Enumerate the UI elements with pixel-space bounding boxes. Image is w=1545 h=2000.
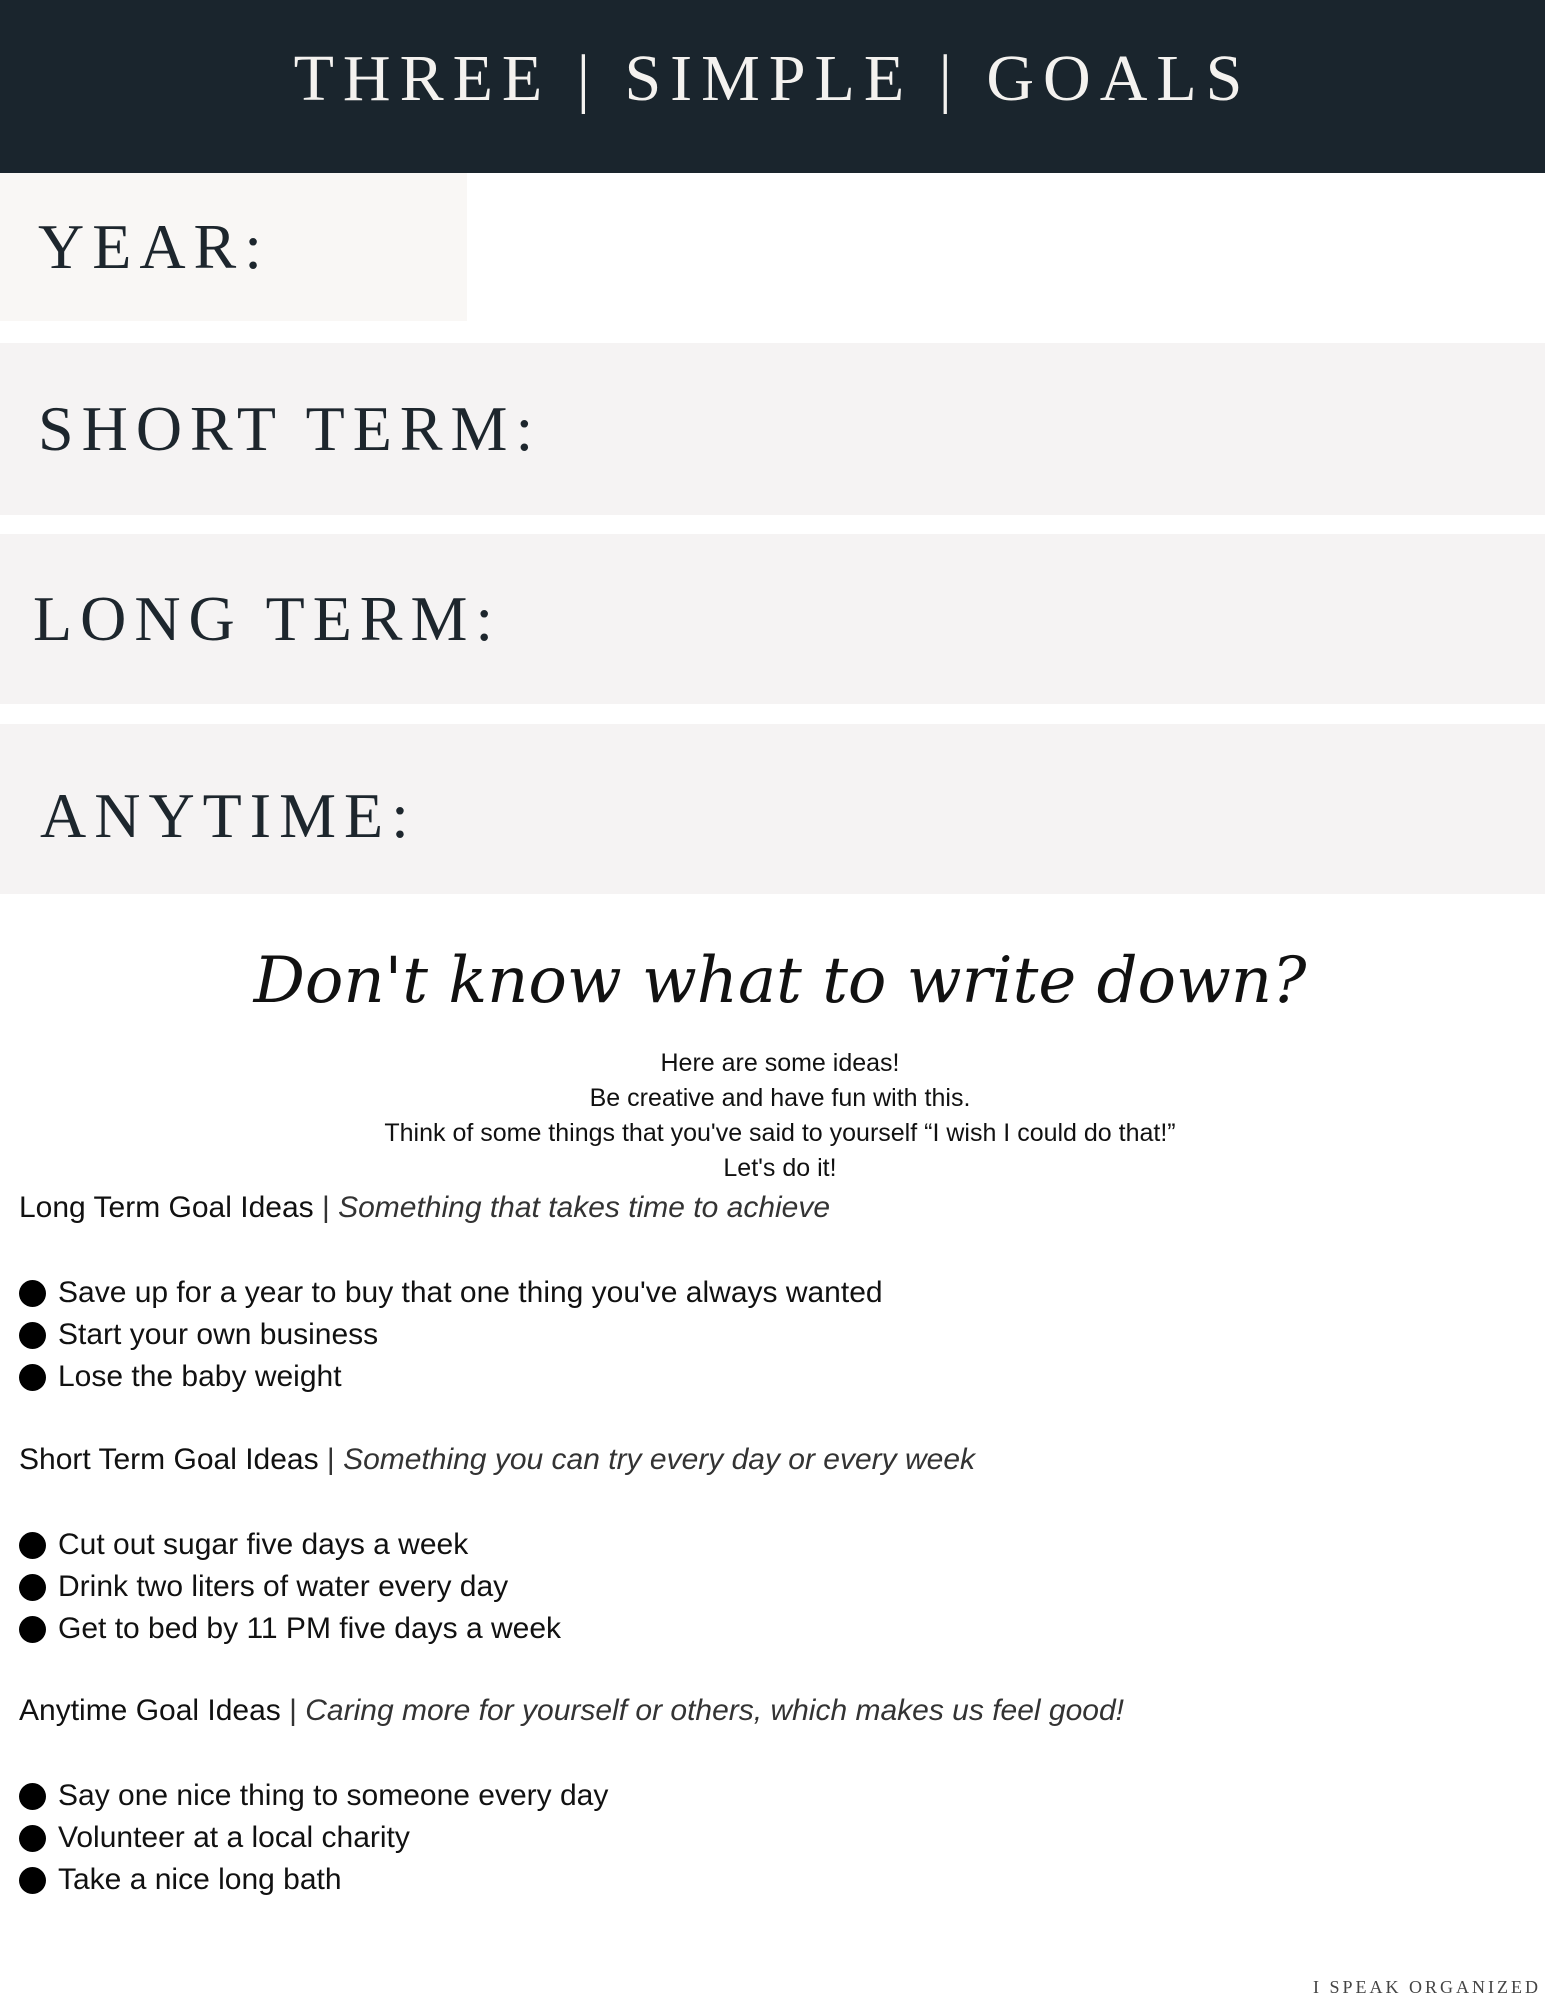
short-term-field[interactable] <box>0 343 1545 515</box>
page-header <box>0 0 1545 173</box>
section-separator: | <box>280 1694 306 1727</box>
list-item <box>19 1817 1519 1859</box>
bullet-icon <box>19 1867 46 1894</box>
list-item <box>19 1608 1519 1650</box>
list-item-text: Volunteer at a local charity <box>58 1821 410 1854</box>
section-title: Short Term Goal Ideas <box>19 1443 319 1476</box>
bullet-icon <box>19 1825 46 1852</box>
section-heading <box>19 1188 1519 1228</box>
idea-list <box>19 1775 1519 1901</box>
section-title: Long Term Goal Ideas <box>19 1191 314 1224</box>
list-item-text: Say one nice thing to someone every day <box>58 1779 609 1812</box>
intro-line: Be creative and have fun with this. <box>589 1084 971 1112</box>
section-separator: | <box>318 1443 344 1476</box>
section-description: Something that takes time to achieve <box>338 1191 831 1224</box>
intro-line: Think of some things that you've said to yourself “I wish I could do that!” <box>384 1119 1176 1147</box>
list-item-text: Lose the baby weight <box>58 1360 342 1393</box>
bullet-icon <box>19 1616 46 1643</box>
list-item-text: Start your own business <box>58 1318 379 1351</box>
section-heading <box>19 1691 1519 1731</box>
bullet-icon <box>19 1364 46 1391</box>
list-item <box>19 1272 1519 1314</box>
year-label: YEAR: <box>38 211 270 282</box>
page-title: THREE | SIMPLE | GOALS <box>293 42 1252 115</box>
list-item-text: Get to bed by 11 PM five days a week <box>58 1612 562 1645</box>
list-item-text: Drink two liters of water every day <box>58 1570 509 1603</box>
list-item <box>19 1566 1519 1608</box>
list-item <box>19 1859 1519 1901</box>
bullet-icon <box>19 1574 46 1601</box>
short-term-ideas-section <box>19 1440 1519 1650</box>
ideas-intro <box>0 1046 1545 1186</box>
ideas-heading: Don't know what to write down? <box>253 944 1307 1018</box>
bullet-icon <box>19 1322 46 1349</box>
list-item <box>19 1356 1519 1398</box>
section-separator: | <box>313 1191 339 1224</box>
idea-list <box>19 1524 1519 1650</box>
year-field[interactable] <box>0 173 467 321</box>
list-item-text: Cut out sugar five days a week <box>58 1528 469 1561</box>
idea-list <box>19 1272 1519 1398</box>
long-term-ideas-section <box>19 1188 1519 1398</box>
list-item-text: Save up for a year to buy that one thing you've always wanted <box>58 1276 883 1309</box>
long-term-label: LONG TERM: <box>33 583 502 654</box>
section-description: Something you can try every day or every week <box>343 1443 976 1476</box>
intro-line: Here are some ideas! <box>660 1049 900 1077</box>
list-item-text: Take a nice long bath <box>58 1863 342 1896</box>
footer-brand: I SPEAK ORGANIZED <box>1313 1977 1541 1997</box>
bullet-icon <box>19 1783 46 1810</box>
list-item <box>19 1314 1519 1356</box>
bullet-icon <box>19 1280 46 1307</box>
anytime-ideas-section <box>19 1691 1519 1901</box>
section-description: Caring more for yourself or others, which makes us feel good! <box>305 1694 1124 1727</box>
intro-line: Let's do it! <box>723 1154 837 1182</box>
anytime-field[interactable] <box>0 724 1545 894</box>
section-heading <box>19 1440 1519 1480</box>
list-item <box>19 1775 1519 1817</box>
list-item <box>19 1524 1519 1566</box>
bullet-icon <box>19 1532 46 1559</box>
anytime-label: ANYTIME: <box>40 780 417 851</box>
section-title: Anytime Goal Ideas <box>19 1694 281 1727</box>
short-term-label: SHORT TERM: <box>38 393 542 464</box>
long-term-field[interactable] <box>0 534 1545 704</box>
